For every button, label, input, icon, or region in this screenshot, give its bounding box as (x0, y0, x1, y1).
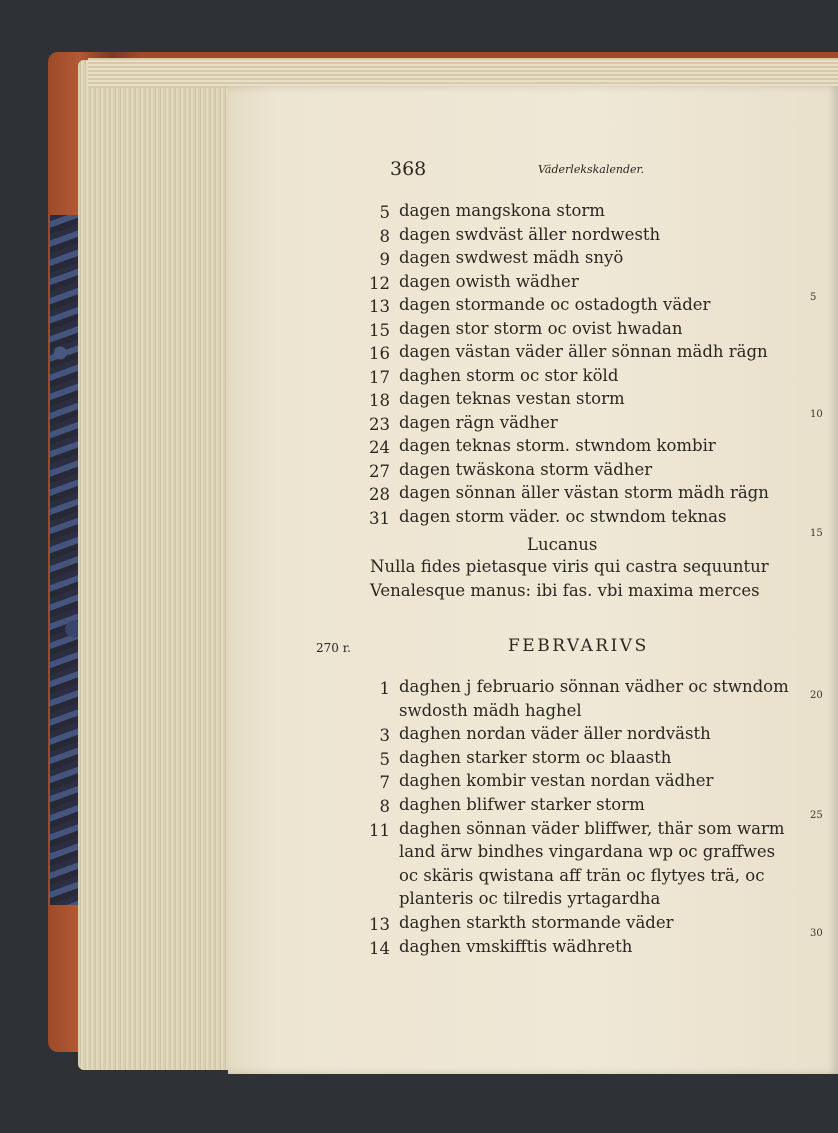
margin-line-number: 30 (810, 928, 823, 939)
entry-text: dagen teknas storm. stwndom kombir (399, 436, 716, 455)
entry-text: dagen teknas vestan storm (399, 389, 625, 408)
margin-line-number: 10 (810, 409, 823, 420)
entry-text: dagen owisth wädher (399, 271, 579, 291)
entry-day-number: 3 (379, 726, 390, 746)
entry-day-number: 18 (369, 391, 390, 410)
entry-text: swdosth mädh haghel (399, 700, 582, 720)
entry-text: dagen stormande oc ostadogth väder (399, 295, 711, 314)
entry-day-number: 1 (379, 679, 390, 698)
page-stack-top (88, 58, 838, 88)
entry-text: planteris oc tilredis yrtagardha (399, 889, 661, 909)
entry-text: daghen storm oc stor köld (399, 365, 619, 385)
page-stack (78, 60, 248, 1070)
section-heading: FEBRVARIVS (508, 636, 649, 656)
entry-text: daghen nordan väder äller nordvästh (399, 724, 711, 744)
entry-text: daghen blifwer starker storm (399, 795, 645, 814)
page-number: 368 (390, 158, 427, 180)
entry-day-number: 31 (369, 508, 390, 528)
entry-text: oc skäris qwistana aff trän oc flytyes trä, oc (399, 865, 765, 885)
entry-day-number: 9 (379, 250, 390, 269)
entry-text: daghen j februario sönnan vädher oc stwndom (399, 677, 789, 696)
margin-line-number: 5 (810, 292, 817, 303)
entry-text: dagen sönnan äller västan storm mädh rägn (399, 483, 769, 502)
entry-text: dagen rägn vädher (399, 412, 558, 432)
entry-day-number: 24 (369, 438, 390, 457)
entry-text: dagen mangskona storm (399, 201, 605, 220)
entry-text: daghen sönnan väder bliffwer, thär som warm (399, 818, 785, 838)
entry-day-number: 5 (379, 203, 390, 222)
entry-day-number: 14 (369, 938, 390, 958)
quote-line: Venalesque manus: ibi fas. vbi maxima merces (370, 581, 760, 600)
running-title: Väderlekskalender. (538, 163, 645, 176)
entry-day-number: 12 (369, 273, 390, 293)
entry-day-number: 16 (369, 344, 390, 363)
entry-day-number: 17 (369, 367, 390, 387)
entry-text: dagen västan väder äller sönnan mädh rägn (399, 342, 768, 361)
entry-day-number: 8 (379, 797, 390, 816)
entry-text: land ärw bindhes vingardana wp oc graffwes (399, 842, 776, 862)
entry-day-number: 23 (369, 414, 390, 434)
entry-text: daghen starker storm oc blaasth (399, 747, 672, 767)
margin-line-number: 20 (810, 690, 823, 701)
entry-text: daghen starkth stormande väder (399, 913, 674, 932)
margin-line-number: 25 (810, 810, 823, 821)
entry-text: daghen kombir vestan nordan vädher (399, 771, 714, 791)
entry-day-number: 15 (369, 320, 390, 340)
entry-day-number: 8 (379, 226, 390, 246)
entry-text: dagen stor storm oc ovist hwadan (399, 318, 683, 338)
entry-day-number: 28 (369, 485, 390, 504)
entry-text: daghen vmskifftis wädhreth (399, 936, 633, 956)
margin-line-number: 15 (810, 528, 823, 539)
entry-day-number: 5 (379, 749, 390, 769)
entry-day-number: 7 (379, 773, 390, 793)
quote-line: Nulla fides pietasque viris qui castra sequuntur (370, 557, 769, 576)
quote-author: Lucanus (527, 535, 598, 554)
entry-text: dagen swdväst äller nordwesth (399, 224, 661, 244)
entry-day-number: 13 (369, 297, 390, 316)
entry-day-number: 27 (369, 461, 390, 481)
entry-day-number: 13 (369, 915, 390, 934)
entry-text: dagen storm väder. oc stwndom teknas (399, 506, 727, 526)
entry-text: dagen twäskona storm vädher (399, 459, 653, 479)
side-note: 270 r. (316, 641, 351, 655)
entry-day-number: 11 (369, 820, 390, 840)
entry-text: dagen swdwest mädh snyö (399, 248, 624, 267)
